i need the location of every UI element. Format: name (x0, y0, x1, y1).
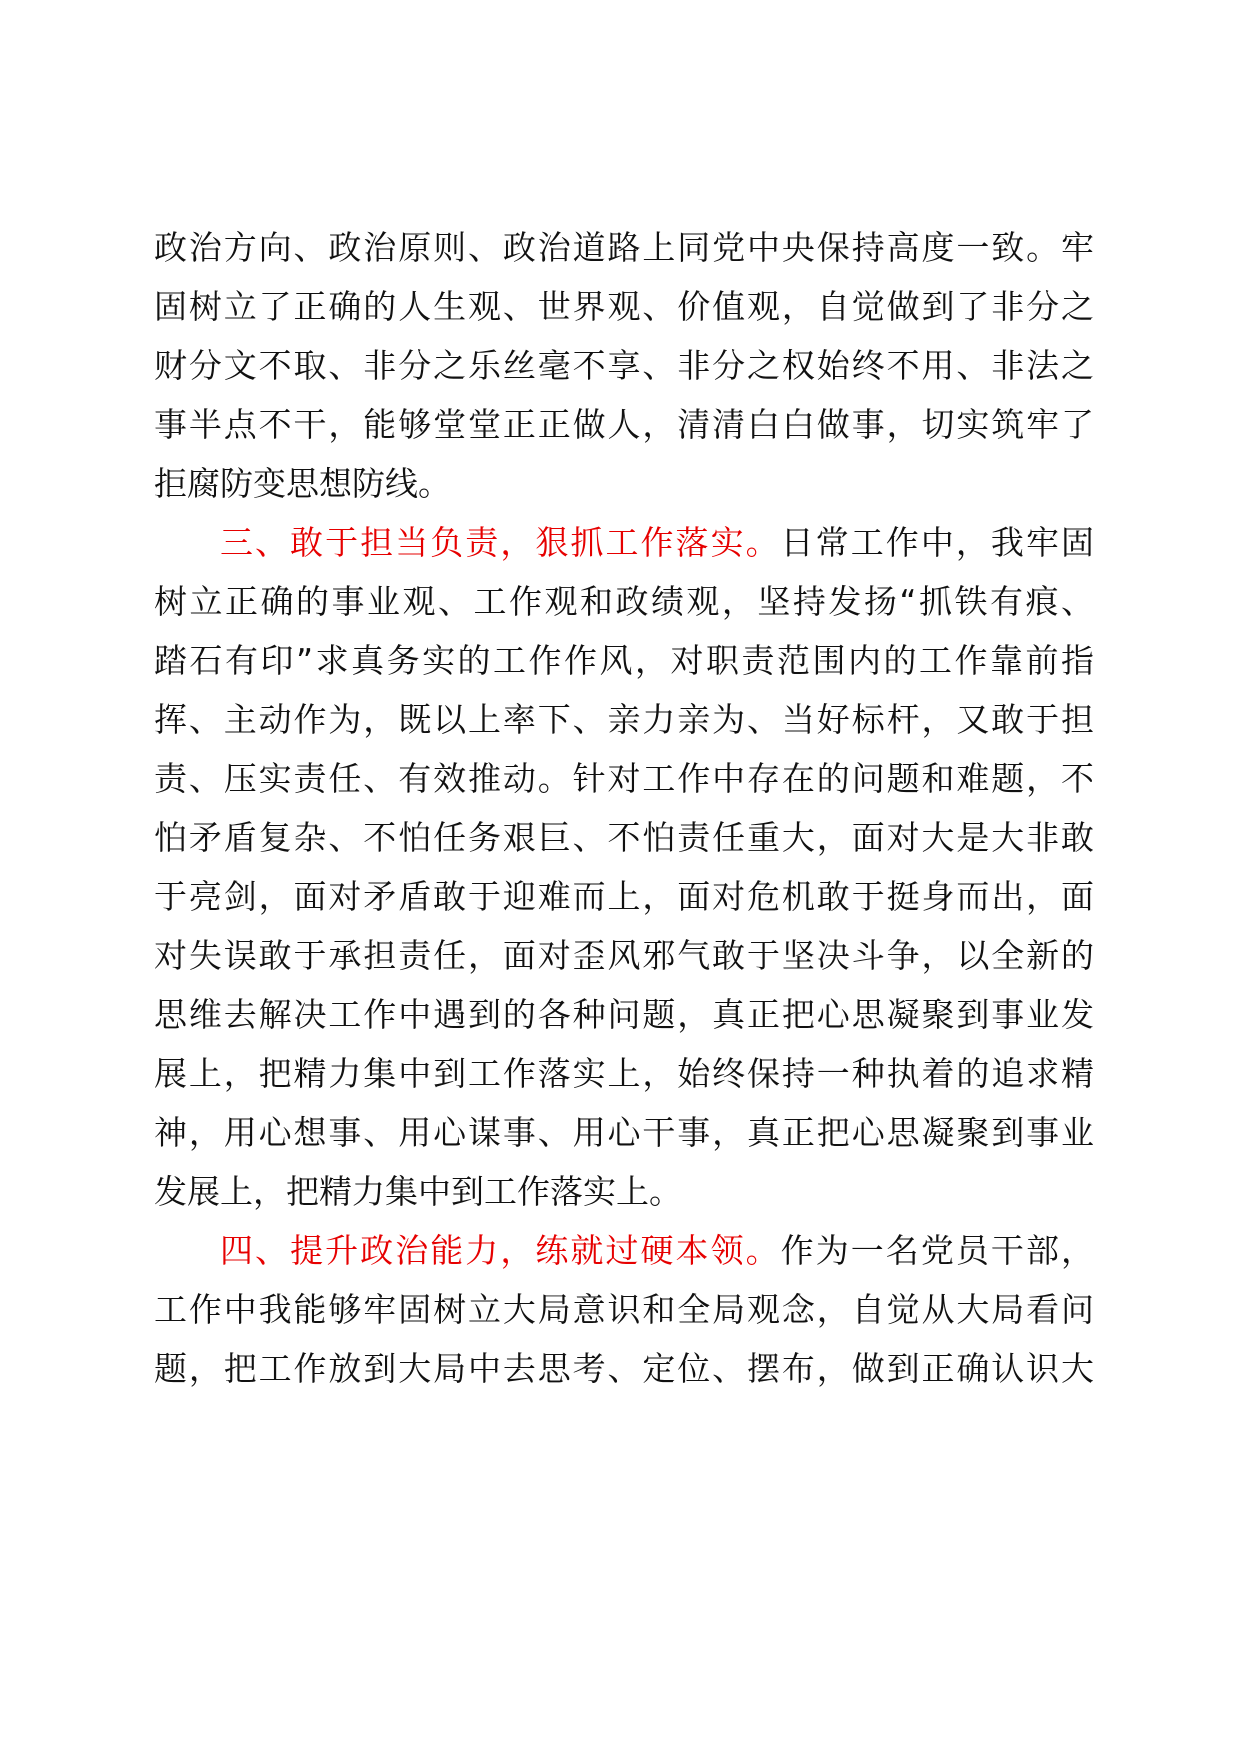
paragraph-3-first-line (220, 1221, 1094, 1281)
paragraph-2-line-2: 踏石有印”求真务实的工作作风，对职责范围内的工作靠前指 (154, 641, 1094, 680)
paragraph-2-line-6: 于亮剑，面对矛盾敢于迎难而上，面对危机敢于挺身而出，面 (154, 877, 1094, 916)
paragraph-3-first-line-text: 作为一名党员干部， (780, 1231, 1094, 1270)
paragraph-2-line-10: 神，用心想事、用心谋事、用心干事，真正把心思凝聚到事业 (154, 1113, 1094, 1152)
paragraph-1-line-2: 固树立了正确的人生观、世界观、价值观，自觉做到了非分之 (154, 287, 1094, 326)
paragraph-2-line-9: 展上，把精力集中到工作落实上，始终保持一种执着的追求精 (154, 1054, 1094, 1093)
paragraph-2-line-8: 思维去解决工作中遇到的各种问题，真正把心思凝聚到事业发 (154, 995, 1094, 1034)
paragraph-2-line-5: 怕矛盾复杂、不怕任务艰巨、不怕责任重大，面对大是大非敢 (154, 818, 1094, 857)
paragraph-1-line-4: 事半点不干，能够堂堂正正做人，清清白白做事，切实筑牢了 (154, 405, 1094, 444)
paragraph-2-line-3: 挥、主动作为，既以上率下、亲力亲为、当好标杆，又敢于担 (154, 700, 1094, 739)
paragraph-3-line-1: 工作中我能够牢固树立大局意识和全局观念，自觉从大局看问 (154, 1290, 1094, 1329)
paragraph-1-line-1: 政治方向、政治原则、政治道路上同党中央保持高度一致。牢 (154, 228, 1094, 267)
paragraph-2-first-line-text: 日常工作中，我牢固 (780, 523, 1094, 562)
paragraph-1-line-3: 财分文不取、非分之乐丝毫不享、非分之权始终不用、非法之 (154, 346, 1094, 385)
paragraph-1-line-5: 拒腐防变思想防线。 (154, 464, 451, 503)
paragraph-2-line-7: 对失误敢于承担责任，面对歪风邪气敢于坚决斗争，以全新的 (154, 936, 1094, 975)
paragraph-2-line-11: 发展上，把精力集中到工作落实上。 (154, 1172, 682, 1211)
section-heading-4: 四、提升政治能力，练就过硬本领。 (220, 1231, 781, 1270)
paragraph-2-line-4: 责、压实责任、有效推动。针对工作中存在的问题和难题，不 (154, 759, 1094, 798)
paragraph-2-first-line (220, 513, 1094, 573)
paragraph-2-line-1: 树立正确的事业观、工作观和政绩观，坚持发扬“抓铁有痕、 (154, 582, 1094, 621)
paragraph-3-line-2: 题，把工作放到大局中去思考、定位、摆布，做到正确认识大 (154, 1349, 1094, 1388)
section-heading-3: 三、敢于担当负责，狠抓工作落实。 (220, 523, 781, 562)
